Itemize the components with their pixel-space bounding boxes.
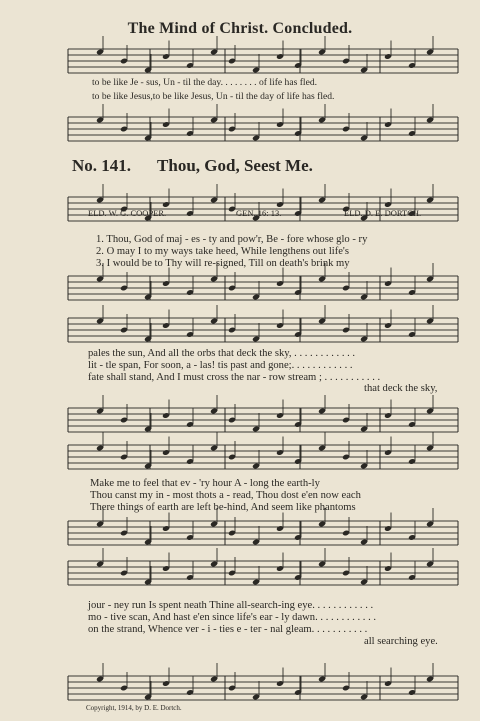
hymn-title: Thou, God, Seest Me. [157, 156, 313, 175]
scripture-reference: GEN. 16: 13. [236, 208, 282, 218]
echo-line-2: that deck the sky, [364, 383, 438, 394]
verse-1-line-2: pales the sun, And all the orbs that deck the sky, . . . . . . . . . . . . [88, 348, 356, 359]
hymn-heading [72, 156, 313, 176]
hymn-composer: ELD. D. E. DORTCH. [344, 208, 422, 218]
verse-1-line-3: Make me to feel that ev - 'ry hour A - long the earth-ly [90, 478, 320, 489]
verse-3-line-2: fate shall stand, And I must cross the nar - row stream ; . . . . . . . . . . . [88, 372, 381, 383]
verse-2-line-4: mo - tive scan, And hast e'en since life's ear - ly dawn. . . . . . . . . . . . [88, 612, 377, 623]
verse-3-line-4: on the strand, Whence ver - i - ties e - ter - nal gleam. . . . . . . . . . . [88, 624, 368, 635]
verse-1-line-4: jour - ney run Is spent neath Thine all-search-ing eye. . . . . . . . . . . . [88, 600, 374, 611]
page-title: The Mind of Christ. Concluded. [127, 20, 353, 37]
verse-1-line-1: 1. Thou, God of maj - es - ty and pow'r, Be - fore whose glo - ry [96, 234, 368, 245]
verse-3-line-3: There things of earth are left be-hind, And seem like phantoms [90, 502, 356, 513]
hymn-author: ELD. W. G. COOPER. [88, 208, 167, 218]
verse-2-line-3: Thou canst my in - most thots a - read, Thou dost e'en now each [90, 490, 361, 501]
hymn-number: No. 141. [72, 156, 132, 175]
verse-2-line-1: 2. O may I to my ways take heed, While lengthens out life's [96, 246, 349, 257]
concluded-lyric-line-2: to be like Jesus,to be like Jesus, Un - til the day of life has fled. [92, 91, 335, 102]
echo-line-4: all searching eye. [364, 636, 438, 647]
copyright-notice: Copyright, 1914, by D. E. Dortch. [86, 704, 182, 712]
concluded-lyric-line-1: to be like Je - sus, Un - til the day. . . . . . . . of life has fled. [92, 77, 318, 88]
verse-3-line-1: 3. I would be to Thy will re-signed, Till on death's brink my [96, 258, 350, 269]
verse-2-line-2: lit - tle span, For soon, a - las! tis past and gone;. . . . . . . . . . . . [88, 360, 353, 371]
